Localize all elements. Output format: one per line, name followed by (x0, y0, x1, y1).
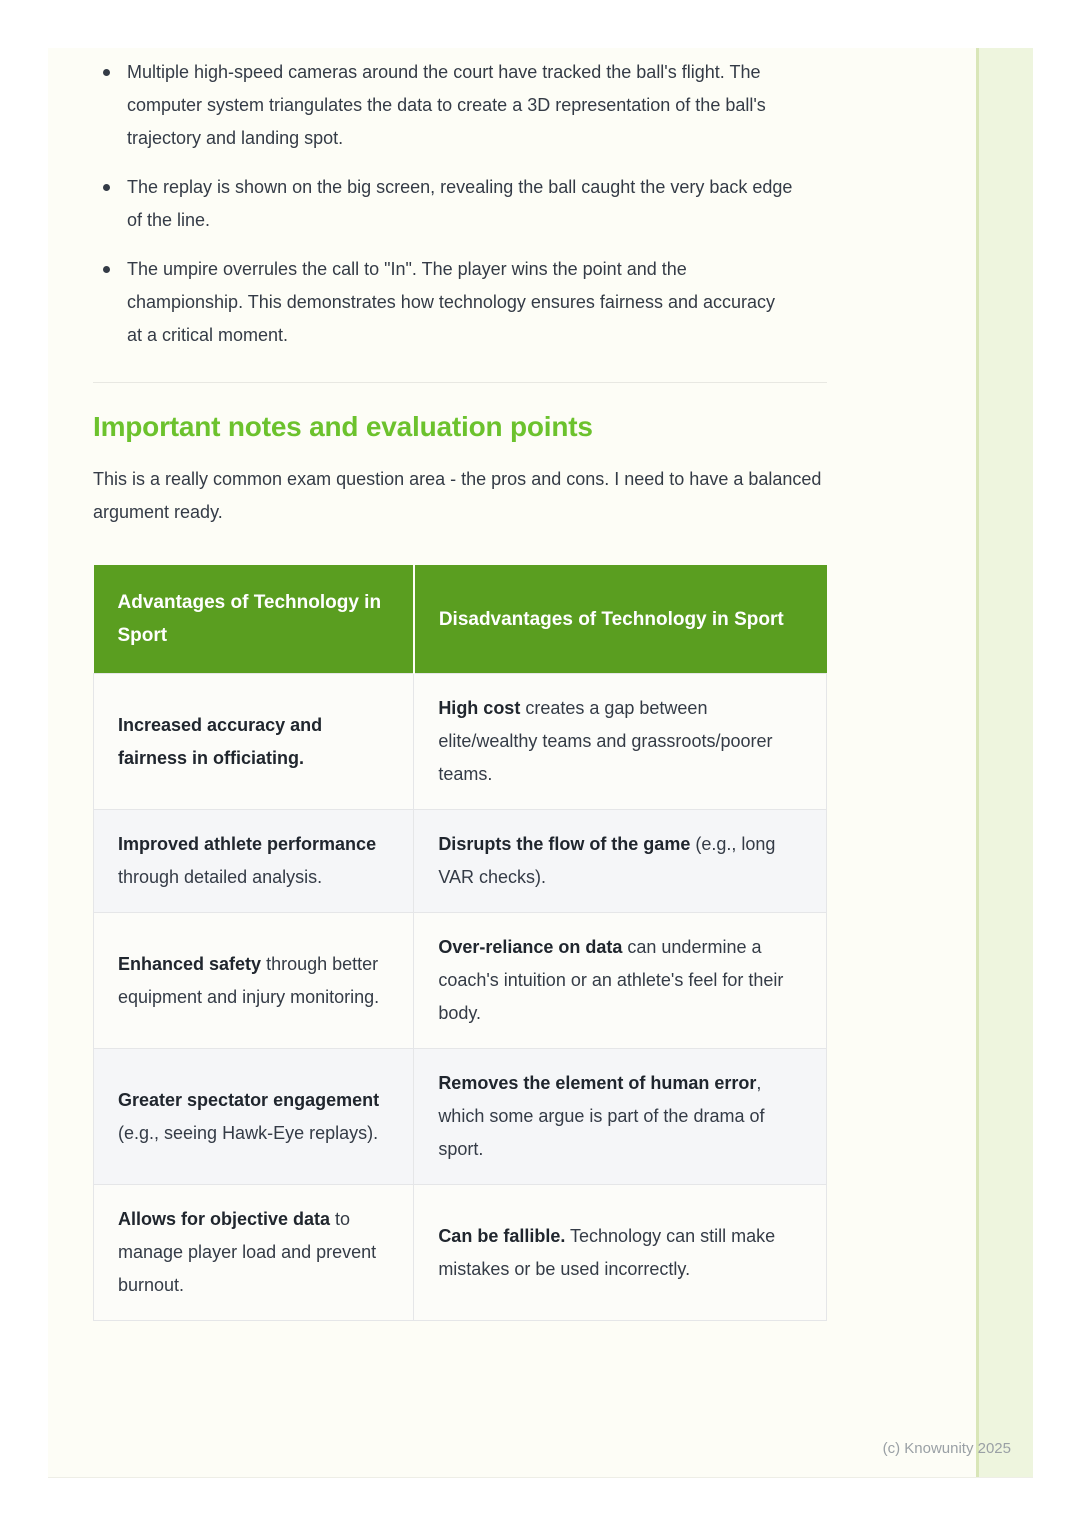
page-content (93, 56, 827, 1321)
divider (93, 382, 827, 383)
table-row (94, 674, 827, 810)
table-header-disadvantages: Disadvantages of Technology in Sport (414, 565, 827, 674)
list-item-text: The replay is shown on the big screen, revealing the ball caught the very back edge of the line. (127, 177, 793, 230)
cell-text: creates a gap between elite/wealthy teams and grassroots/poorer teams. (438, 698, 773, 784)
table-cell-advantage (94, 1049, 414, 1185)
table-row (94, 913, 827, 1049)
pros-cons-table (93, 565, 827, 1321)
bullet-icon (103, 266, 110, 273)
cell-text: (e.g., seeing Hawk-Eye replays). (118, 1122, 379, 1143)
table-cell-advantage (94, 674, 414, 810)
cell-text: through better equipment and injury monitoring. (118, 953, 380, 1007)
cell-text: Technology can still make mistakes or be used incorrectly. (438, 1225, 776, 1279)
table-cell-advantage (94, 1185, 414, 1321)
intro-paragraph: This is a really common exam question area - the pros and cons. I need to have a balanced argument ready. (93, 469, 822, 522)
table-row (94, 1049, 827, 1185)
cell-bold-text: Greater spectator engagement (118, 1089, 380, 1110)
list-item-text: The umpire overrules the call to "In". The player wins the point and the championship. This demonstrates how technology ensures fairness and accuracy at a critical moment. (127, 259, 776, 345)
cell-text: (e.g., long VAR checks). (438, 834, 776, 887)
cell-bold-text: High cost (438, 698, 521, 718)
table-row (94, 810, 827, 913)
list-item-text: Multiple high-speed cameras around the court have tracked the ball's flight. The computer system triangulates the data to create a 3D representation of the ball's trajectory and landing spot. (127, 62, 766, 148)
list-item (93, 171, 793, 237)
bullet-list (93, 56, 827, 352)
table-header-advantages: Advantages of Technology in Sport (94, 565, 414, 674)
cell-bold-text: Allows for objective data (118, 1209, 331, 1229)
table-cell-disadvantage (414, 1185, 827, 1321)
cell-bold-text: Removes the element of human error (438, 1073, 757, 1093)
table-cell-disadvantage (414, 810, 827, 913)
right-accent-stripe (976, 48, 1033, 1477)
table-row (94, 1185, 827, 1321)
table-header-row (94, 565, 827, 674)
list-item (93, 253, 793, 352)
cell-bold-text: Disrupts the flow of the game (438, 834, 691, 854)
cell-bold-text: Increased accuracy and fairness in officiating. (118, 714, 323, 768)
table-cell-disadvantage (414, 674, 827, 810)
table-cell-disadvantage (414, 913, 827, 1049)
cell-text: , which some argue is part of the drama of sport. (438, 1073, 765, 1159)
cell-text: can undermine a coach's intuition or an athlete's feel for their body. (438, 937, 784, 1023)
cell-bold-text: Enhanced safety (118, 953, 262, 974)
cell-bold-text: Improved athlete performance (118, 834, 377, 854)
table-cell-advantage (94, 810, 414, 913)
list-item (93, 56, 793, 155)
cell-bold-text: Can be fallible. (438, 1225, 566, 1246)
cell-text: to manage player load and prevent burnout. (118, 1209, 377, 1295)
page-card (48, 48, 1033, 1478)
cell-text: through detailed analysis. (118, 867, 323, 887)
table-cell-disadvantage (414, 1049, 827, 1185)
bullet-icon (103, 69, 110, 76)
table-cell-advantage (94, 913, 414, 1049)
copyright-footer: (c) Knowunity 2025 (882, 1440, 1011, 1457)
bullet-icon (103, 184, 110, 191)
section-heading: Important notes and evaluation points (93, 411, 593, 442)
cell-bold-text: Over-reliance on data (438, 937, 623, 957)
